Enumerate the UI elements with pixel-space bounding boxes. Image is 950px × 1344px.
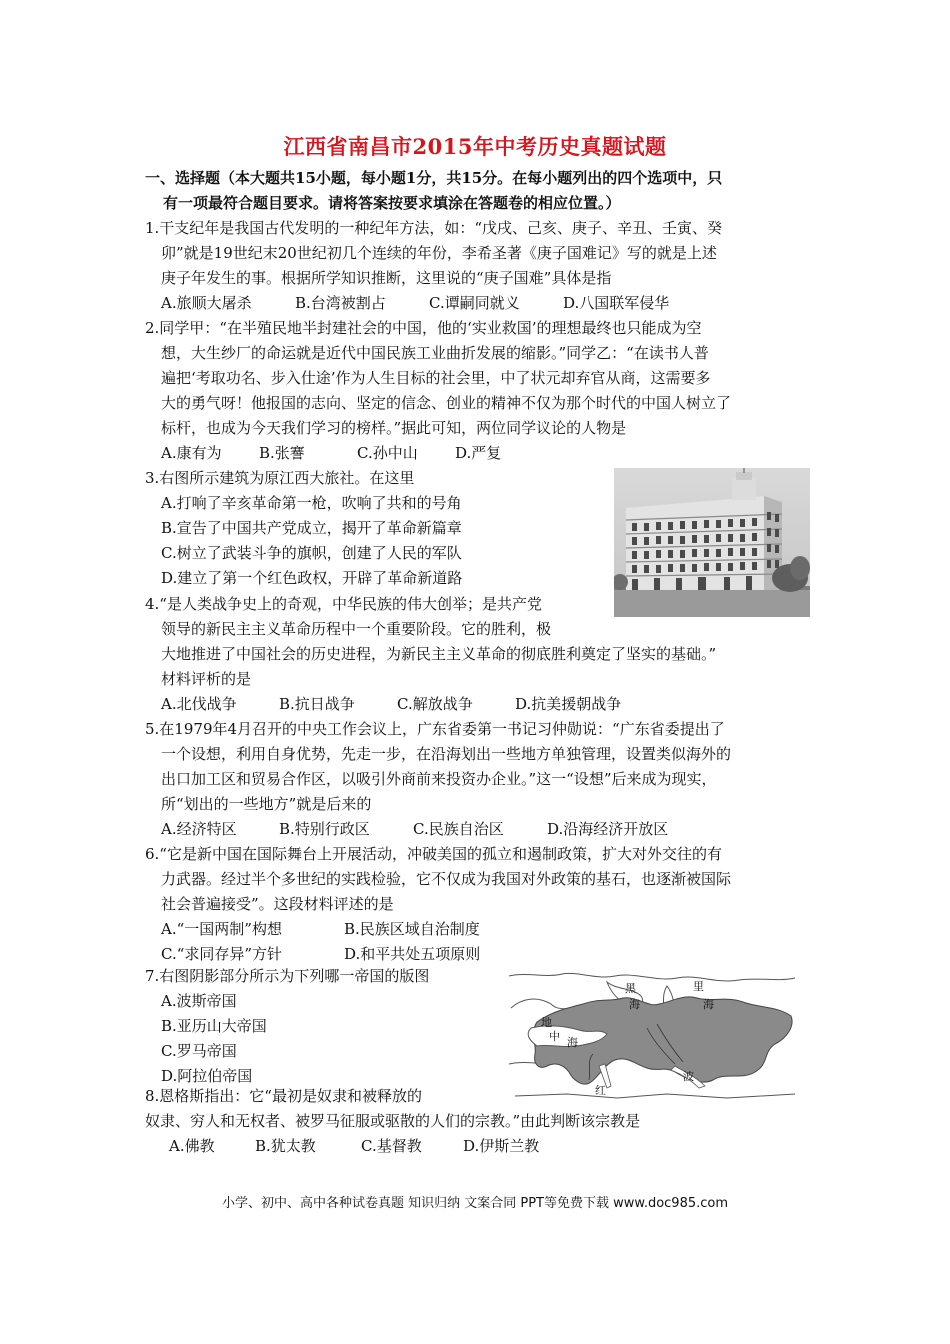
option-b: B.台湾被割占 <box>295 294 386 312</box>
map-label: 地 <box>541 1016 552 1029</box>
section-header-line2: 有一项最符合题目要求。请将答案按要求填涂在答题卷的相应位置。） <box>163 194 621 212</box>
map-label: 波 <box>683 1070 694 1083</box>
question-text: 5.在1979年4月召开的中央工作会议上，广东省委第一书记习仲勋说：“广东省委提出了 <box>145 720 725 738</box>
page-title: 江西省南昌市2015年中考历史真题试题 <box>283 134 667 159</box>
option-b: B.宣告了中国共产党成立，揭开了革命新篇章 <box>161 519 462 537</box>
option-a: A.波斯帝国 <box>161 992 237 1010</box>
map-label: 里 <box>693 980 704 993</box>
question-text: 遍把‘考取功名、步入仕途’作为人生目标的社会里，中了状元却弃官从商，这需要多 <box>161 369 711 387</box>
option-d: D.阿拉伯帝国 <box>161 1067 253 1085</box>
question-8 <box>145 1084 640 1159</box>
question-text: 奴隶、穷人和无权者、被罗马征服或驱散的人们的宗教。”由此判断该宗教是 <box>145 1112 641 1130</box>
option-d: D.建立了第一个红色政权，开辟了革命新道路 <box>161 569 463 587</box>
options-row <box>145 692 716 717</box>
question-text: 所“划出的一些地方”就是后来的 <box>161 795 372 813</box>
question-text: 大地推进了中国社会的历史进程，为新民主主义革命的彻底胜利奠定了坚实的基础。” <box>161 645 717 663</box>
question-text: 4.“是人类战争史上的奇观，中华民族的伟大创举；是共产党 <box>145 595 542 613</box>
question-text: 1.干支纪年是我国古代发明的一种纪年方法，如：“戊戌、己亥、庚子、辛丑、壬寅、癸 <box>145 219 722 237</box>
question-text: 材料评析的是 <box>161 670 252 688</box>
question-text: 想，大生纱厂的命运就是近代中国民族工业曲折发展的缩影。”同学乙：“在读书人普 <box>161 344 709 362</box>
option-c: C.基督教 <box>361 1137 422 1155</box>
options-row <box>145 441 731 466</box>
options-row <box>145 291 722 316</box>
question-6 <box>145 842 731 967</box>
question-7 <box>145 964 429 1089</box>
options-row <box>145 917 731 942</box>
option-c: C.树立了武装斗争的旗帜，创建了人民的军队 <box>161 544 462 562</box>
option-d: D.严复 <box>455 444 502 462</box>
question-3 <box>145 466 462 591</box>
option-b: B.张謇 <box>259 444 305 462</box>
option-b: B.犹太教 <box>255 1137 316 1155</box>
question-text: 6.“它是新中国在国际舞台上开展活动，冲破美国的孤立和遏制政策，扩大对外交往的有 <box>145 845 722 863</box>
option-c: C.罗马帝国 <box>161 1042 237 1060</box>
option-c: C.民族自治区 <box>413 820 504 838</box>
option-d: D.伊斯兰教 <box>463 1137 540 1155</box>
question-5 <box>145 717 731 842</box>
option-c: C.解放战争 <box>397 695 473 713</box>
empire-map <box>507 968 797 1101</box>
question-text: 8.恩格斯指出：它“最初是奴隶和被释放的 <box>145 1087 422 1105</box>
option-c: C.谭嗣同就义 <box>429 294 520 312</box>
section-header-line1: 一、选择题（本大题共15小题，每小题1分，共15分。在每小题列出的四个选项中，只 <box>145 169 723 187</box>
option-b: B.抗日战争 <box>279 695 355 713</box>
question-text: 标杆，也成为今天我们学习的榜样。”据此可知，两位同学议论的人物是 <box>161 419 627 437</box>
options-row <box>145 1134 640 1159</box>
map-label: 黑 <box>625 982 636 995</box>
question-1 <box>145 216 722 316</box>
option-d: D.和平共处五项原则 <box>344 945 481 963</box>
question-text: 3.右图所示建筑为原江西大旅社。在这里 <box>145 469 415 487</box>
option-d: D.八国联军侵华 <box>563 294 670 312</box>
option-a: A.北伐战争 <box>161 695 237 713</box>
option-a: A.打响了辛亥革命第一枪，吹响了共和的号角 <box>161 494 462 512</box>
question-4 <box>145 592 716 717</box>
map-label: 海 <box>629 998 640 1011</box>
question-text: 出口加工区和贸易合作区，以吸引外商前来投资办企业。”这一“设想”后来成为现实， <box>161 770 717 788</box>
question-text: 力武器。经过半个多世纪的实践检验，它不仅成为我国对外政策的基石，也逐渐被国际 <box>161 870 732 888</box>
section-header <box>145 166 820 216</box>
map-label: 红 <box>595 1084 606 1097</box>
option-a: A.经济特区 <box>161 820 237 838</box>
option-c: C.孙中山 <box>357 444 418 462</box>
question-text: 社会普遍接受”。这段材料评述的是 <box>161 895 394 913</box>
question-text: 一个设想，利用自身优势，先走一步，在沿海划出一些地方单独管理，设置类似海外的 <box>161 745 732 763</box>
option-c: C.“求同存异”方针 <box>161 945 283 963</box>
option-a: A.“一国两制”构想 <box>161 920 282 938</box>
option-d: D.沿海经济开放区 <box>547 820 669 838</box>
option-b: B.亚历山大帝国 <box>161 1017 267 1035</box>
options-row <box>145 817 731 842</box>
question-text: 庚子年发生的事。根据所学知识推断，这里说的“庚子国难”具体是指 <box>161 269 612 287</box>
option-b: B.民族区域自治制度 <box>344 920 480 938</box>
map-illustration <box>507 968 797 1101</box>
option-a: A.旅顺大屠杀 <box>161 294 252 312</box>
option-d: D.抗美援朝战争 <box>515 695 622 713</box>
page-footer: 小学、初中、高中各种试卷真题 知识归纳 文案合同 PPT等免费下载 www.doc985.com <box>221 1196 729 1211</box>
question-2 <box>145 316 731 466</box>
map-label: 海 <box>703 998 714 1011</box>
question-text: 大的勇气呀！他报国的志向、坚定的信念、创业的精神不仅为那个时代的中国人树立了 <box>161 394 732 412</box>
map-label: 中 <box>549 1030 560 1043</box>
option-a: A.康有为 <box>161 444 222 462</box>
option-b: B.特别行政区 <box>279 820 370 838</box>
map-label: 海 <box>567 1036 578 1049</box>
question-text: 2.同学甲：“在半殖民地半封建社会的中国，他的‘实业救国’的理想最终也只能成为空 <box>145 319 702 337</box>
question-text: 领导的新民主主义革命历程中一个重要阶段。它的胜利，极 <box>161 620 552 638</box>
question-text: 卯”就是19世纪末20世纪初几个连续的年份，李希圣著《庚子国难记》写的就是上述 <box>161 244 717 262</box>
question-text: 7.右图阴影部分所示为下列哪一帝国的版图 <box>145 967 430 985</box>
option-a: A.佛教 <box>169 1137 215 1155</box>
